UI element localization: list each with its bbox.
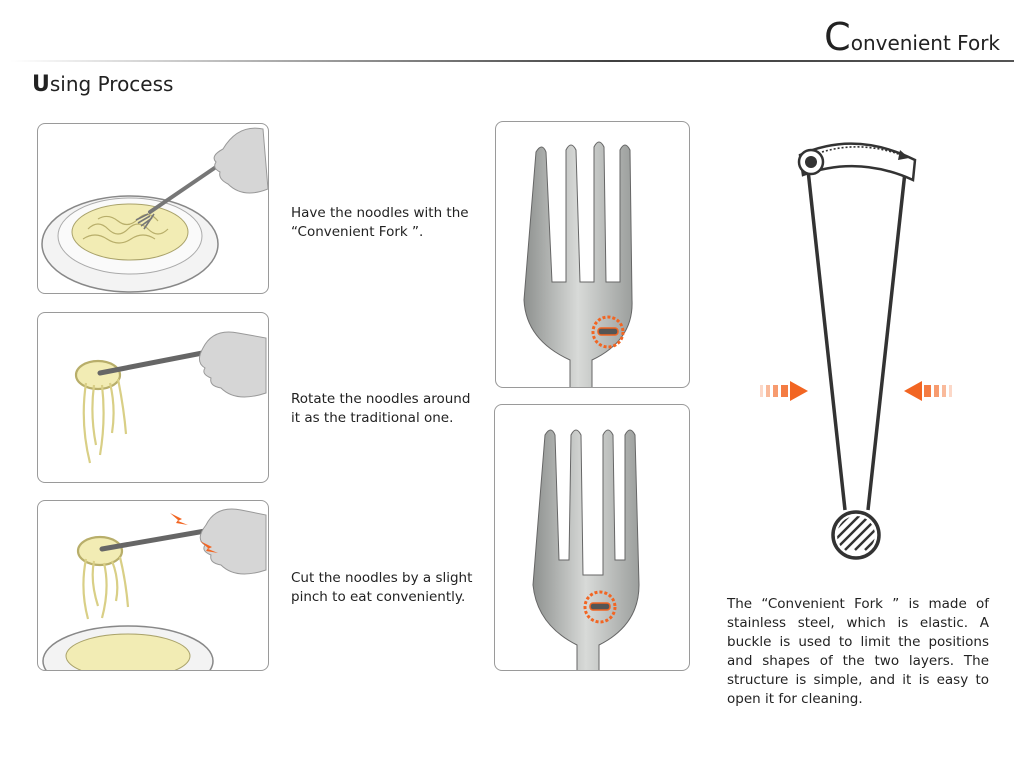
arrow-right-icon <box>760 381 808 401</box>
header-divider <box>10 60 1014 62</box>
section-title-initial: U <box>32 72 50 97</box>
fork-icon <box>533 430 639 670</box>
step-1-illustration <box>37 123 269 294</box>
fork-closeup-open <box>494 404 690 671</box>
document-title-initial: C <box>824 15 851 59</box>
step-2-caption: Rotate the noodles around it as the traditional one. <box>291 391 471 426</box>
plate-icon <box>43 626 213 670</box>
noodle-bundle <box>76 361 126 463</box>
plate-icon <box>42 196 218 292</box>
document-title <box>824 15 1000 59</box>
hand-icon <box>200 509 266 574</box>
arrow-left-icon <box>904 381 952 401</box>
step-3-illustration <box>37 500 269 671</box>
structure-diagram <box>750 130 970 570</box>
rotation-arrow-icon <box>799 144 915 180</box>
fork-closeup-closed <box>495 121 690 388</box>
hand-icon <box>199 332 266 397</box>
step-3-caption: Cut the noodles by a slight pinch to eat conveniently. <box>291 570 473 605</box>
step-2-illustration <box>37 312 269 483</box>
buckle-icon <box>830 495 885 558</box>
fork-frame <box>808 170 905 510</box>
section-title <box>32 72 173 97</box>
section-title-rest: sing Process <box>49 72 174 96</box>
step-1-caption: Have the noodles with the “Convenient Fork ”. <box>291 205 469 240</box>
hand-icon <box>214 128 268 193</box>
structure-description: The “Convenient Fork ” is made of stainless steel, which is elastic. A buckle is used to limit the positions and shapes of the two layers. The structure is simple, and it is easy to open it for cleaning. <box>727 596 989 707</box>
document-title-rest: onvenient Fork <box>850 31 1000 55</box>
fork-icon <box>524 142 632 387</box>
